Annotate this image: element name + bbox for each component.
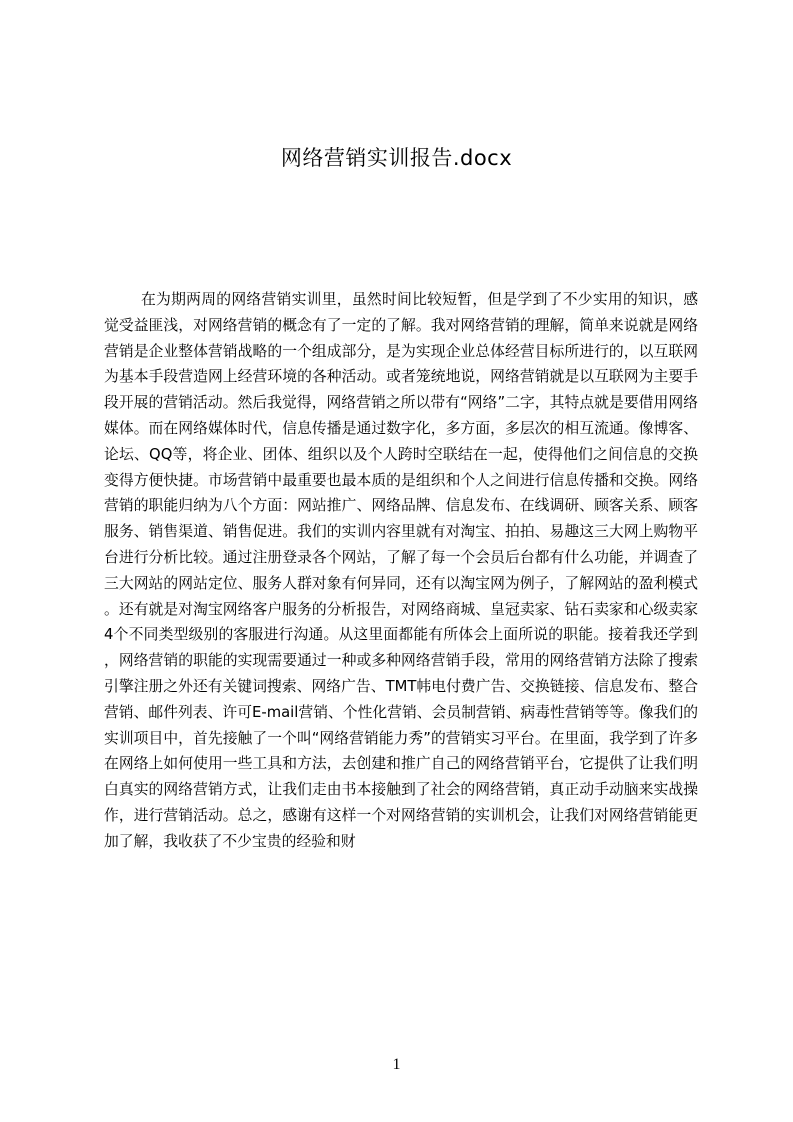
- document-title: 网络营销实训报告.docx: [280, 146, 513, 170]
- page-number: 1: [392, 1056, 401, 1073]
- document-body-paragraph: 在为期两周的网络营销实训里，虽然时间比较短暂，但是学到了不少实用的知识，感觉受益匪浅，对网络营销的概念有了一定的了解。我对网络营销的理解，简单来说就是网络营销是企业整体营销战略的一个组成部分，是为实现企业总体经营目标所进行的，以互联网为基本手段营造网上经营环境的各种活动。或者笼统地说，网络营销就是以互联网为主要手段开展的营销活动。然后我觉得，网络营销之所以带有“网络”二字，其特点就是要借用网络媒体。而在网络媒体时代，信息传播是通过数字化，多方面，多层次的相互流通。像博客、论坛、QQ等，将企业、团体、组织以及个人跨时空联结在一起，使得他们之间信息的交换变得方便快捷。市场营销中最重要也最本质的是组织和个人之间进行信息传播和交换。网络营销的职能归纳为八个方面：网站推广、网络品牌、信息发布、在线调研、顾客关系、顾客服务、销售渠道、销售促进。我们的实训内容里就有对淘宝、拍拍、易趣这三大网上购物平台进行分析比较。通过注册登录各个网站，了解了每一个会员后台都有什么功能，并调查了三大网站的网站定位、服务人群对象有何异同，还有以淘宝网为例子，了解网站的盈利模式。还有就是对淘宝网络客户服务的分析报告，对网络商城、皇冠卖家、钻石卖家和心级卖家4个不同类型级别的客服进行沟通。从这里面都能有所体会上面所说的职能。接着我还学到，网络营销的职能的实现需要通过一种或多种网络营销手段，常用的网络营销方法除了搜索引擎注册之外还有关键词搜索、网络广告、TMT帏电付费广告、交换链接、信息发布、整合营销、邮件列表、许可E-mail营销、个性化营销、会员制营销、病毒性营销等等。像我们的实训项目中，首先接触了一个叫“网络营销能力秀”的营销实习平台。在里面，我学到了许多在网络上如何使用一些工具和方法，去创建和推广自己的网络营销平台，它提供了让我们明白真实的网络营销方式，让我们走由书本接触到了社会的网络营销，真正动手动脑来实战操作，进行营销活动。总之，感谢有这样一个对网络营销的实训机会，让我们对网络营销能更加了解，我收获了不少宝贵的经验和财: [104, 291, 698, 850]
